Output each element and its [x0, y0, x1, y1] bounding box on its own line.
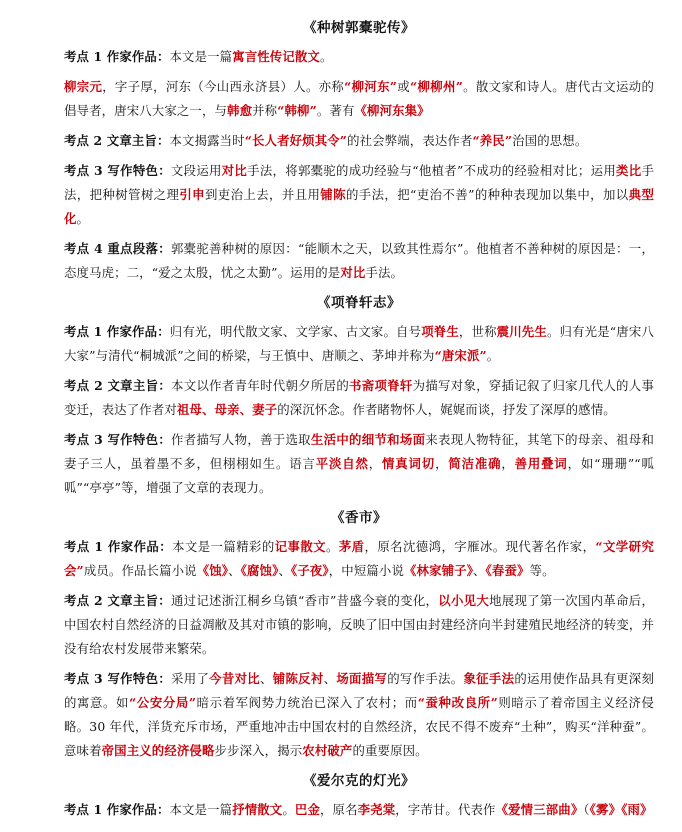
- body-text: 的重要原因。: [352, 743, 428, 758]
- body-text: 归有光，明代散文家、文学家、古文家。自号: [169, 324, 422, 339]
- highlight-text: 《林家铺子》: [404, 563, 474, 578]
- section-title: 《种树郭橐驼传》: [303, 20, 415, 36]
- body-text: 通过记述浙江桐乡乌镇“香市”昔盛今衰的变化，: [170, 593, 439, 608]
- section-title: 《项脊轩志》: [317, 295, 401, 311]
- body-text: 的写作手法。: [387, 671, 464, 686]
- body-text: 。: [486, 348, 500, 363]
- body-text: 。: [282, 802, 295, 817]
- highlight-text: 生活中的细节和场面: [310, 432, 426, 447]
- body-text: ，: [368, 456, 383, 471]
- highlight-text: 典型化: [64, 187, 654, 226]
- paragraph: [64, 798, 654, 822]
- highlight-text: 韩愈: [227, 103, 253, 118]
- paragraph: [64, 129, 654, 153]
- highlight-text: 《雨》: [621, 802, 653, 817]
- highlight-text: 《蚀》: [196, 563, 229, 578]
- point-label: 考点 3 写作特色：: [64, 163, 171, 178]
- highlight-text: 抒情散文: [232, 802, 283, 817]
- paragraph: [64, 667, 654, 763]
- highlight-text: “公安分局”: [129, 695, 197, 710]
- highlight-text: 农村破产: [302, 743, 353, 758]
- highlight-text: 引申: [179, 187, 205, 202]
- highlight-text: 象征手法: [463, 671, 515, 686]
- body-text: 采用了: [171, 671, 210, 686]
- highlight-text: 《腐蚀》: [240, 563, 279, 578]
- section-title: 《香市》: [331, 510, 387, 526]
- point-label: 考点 4 重点段落：: [64, 241, 171, 256]
- point-label: 考点 2 文章主旨：: [64, 133, 170, 148]
- point-label: 考点 2 文章主旨：: [64, 378, 172, 393]
- highlight-text: 类比: [616, 163, 642, 178]
- highlight-text: 简洁准确: [448, 456, 502, 471]
- body-text: 的深沉怀念。作者睹物怀人，娓娓而谈，抒发了深厚的感情。: [277, 402, 616, 417]
- body-text: 、: [323, 671, 337, 686]
- body-text: ，原名沈德鸿，字雁冰。现代著名作家，: [364, 539, 596, 554]
- highlight-text: 茅盾: [338, 539, 365, 554]
- body-text: 文段运用: [170, 163, 222, 178]
- highlight-text: 《爱情三部曲》: [495, 802, 584, 817]
- paragraph: [64, 237, 654, 285]
- highlight-text: “文学研究会”: [64, 539, 654, 578]
- paragraph: [64, 159, 654, 231]
- highlight-text: “唐宋派”: [434, 348, 487, 363]
- body-text: ，字子厚，河东（今山西永济县）人。亦称: [102, 79, 345, 94]
- body-text: 手法，将郭橐驼的成功经验与“他植者”不成功的经验相对比；运用: [247, 163, 617, 178]
- highlight-text: 今昔对比: [209, 671, 261, 686]
- body-text: 手法。: [365, 265, 404, 280]
- body-text: ，: [501, 456, 515, 471]
- point-label: 考点 1 作家作品：: [64, 49, 170, 64]
- body-text: 郭橐驼善种树的原因：“能顺木之天，以致其性焉尔”。他植者不善种树的原因是：一，态度马虎；二，“爱之太殷，忧之太勤”。运用的是: [64, 241, 654, 280]
- highlight-text: “长人者好烦其令”: [244, 133, 348, 148]
- body-text: 或: [397, 79, 411, 94]
- paragraph: [64, 535, 654, 583]
- highlight-text: “蚕种改良所”: [417, 695, 498, 710]
- body-text: 本文揭露当时: [169, 133, 245, 148]
- highlight-text: “柳柳州”: [410, 79, 463, 94]
- highlight-text: “养民”: [472, 133, 513, 148]
- section-title: 《爱尔克的灯光》: [303, 773, 415, 789]
- highlight-text: 《子夜》: [290, 563, 329, 578]
- highlight-text: 平淡自然: [315, 456, 369, 471]
- highlight-text: 书斋项脊轩: [349, 378, 413, 393]
- body-text: ，中短篇小说: [328, 563, 404, 578]
- body-text: 并称: [252, 103, 278, 118]
- body-text: 本文以作者青年时代朝夕所居的: [171, 378, 350, 393]
- section: [64, 16, 654, 285]
- section: [64, 291, 654, 500]
- body-text: 成员。作品长篇小说: [83, 563, 197, 578]
- highlight-text: 李尧棠: [357, 802, 396, 817]
- body-text: 。散文家和诗人。唐代古文运动的倡导者，唐宋八大家之一，与: [64, 79, 654, 118]
- body-text: 、: [473, 563, 486, 578]
- highlight-text: 柳宗元: [64, 79, 103, 94]
- body-text: 到吏治上去，并且用: [204, 187, 321, 202]
- highlight-text: 记事散文: [274, 539, 327, 554]
- body-text: 、: [228, 563, 241, 578]
- body-text: 则暗示了着帝国主义经济侵略。30 年代，洋货充斥市场，严重地冲击中国农村的自然经济，农民不得不废弃“土种”，购买“洋种蚕”。意味着: [64, 695, 654, 758]
- body-text: 为描写对象，穿插记叙了归家几代人的人事变迁，表达了作者对: [64, 378, 655, 417]
- highlight-text: 善用叠词: [514, 456, 568, 471]
- body-text: 、: [260, 671, 273, 686]
- body-text: 。: [319, 49, 333, 64]
- body-text: ，世称: [458, 324, 497, 339]
- point-label: 考点 3 写作特色：: [64, 432, 172, 447]
- body-text: 的运用使作品具有更深刻的寓意。如: [64, 671, 654, 710]
- point-label: 考点 3 写作特色：: [64, 671, 172, 686]
- paragraph: [64, 589, 654, 661]
- highlight-text: “柳河东”: [344, 79, 398, 94]
- body-text: 来表现人物特征，其笔下的母亲、祖母和妻子三人，虽着墨不多，但栩栩如生。语言: [64, 432, 654, 471]
- paragraph: [64, 374, 654, 422]
- highlight-text: 寓言性传记散文: [232, 49, 320, 64]
- point-label: 考点 1 作家作品：: [64, 802, 170, 817]
- body-text: ，字芾甘。代表作: [395, 802, 496, 817]
- body-text: 步步深入，揭示: [214, 743, 303, 758]
- body-text: 作者描写人物，善于选取: [171, 432, 311, 447]
- body-text: 地展现了第一次国内革命后，中国农村自然经济的日益凋敝及其对市镇的影响，反映了旧中国由封建经济向半封建殖民地经济的转变，并没有给农村发展带来繁荣。: [64, 593, 655, 656]
- paragraph: [64, 75, 654, 123]
- body-text: 。归有光是“唐宋八大家”与清代“桐城派”之间的桥梁，与王慎中、唐顺之、茅坤并称为: [64, 324, 654, 363]
- highlight-text: 对比: [221, 163, 248, 178]
- body-text: 。: [76, 211, 90, 226]
- body-text: 、: [278, 563, 291, 578]
- paragraph: [64, 45, 654, 69]
- body-text: ，如“珊珊”“呱呱”“亭亭”等，增强了文章的表现力。: [64, 456, 655, 495]
- highlight-text: 以小见大: [438, 593, 490, 608]
- body-text: 治国的思想。: [512, 133, 588, 148]
- highlight-text: 巴金: [294, 802, 320, 817]
- body-text: 本文是一篇: [169, 49, 233, 64]
- body-text: 。: [326, 539, 339, 554]
- body-text: ，: [435, 456, 449, 471]
- point-label: 考点 1 作家作品：: [64, 324, 170, 339]
- body-text: （: [583, 802, 590, 817]
- paragraph: [64, 320, 654, 368]
- highlight-text: 《雾》: [589, 802, 622, 817]
- highlight-text: 情真词切: [382, 456, 436, 471]
- highlight-text: 场面描写: [336, 671, 388, 686]
- point-label: 考点 1 作家作品：: [64, 539, 173, 554]
- highlight-text: 《春蚕》: [485, 563, 530, 578]
- highlight-text: 帝国主义的经济侵略: [101, 743, 215, 758]
- highlight-text: “韩柳”: [277, 103, 317, 118]
- body-text: 本文是一篇: [169, 802, 233, 817]
- paragraph: [64, 428, 654, 500]
- body-text: 的手法，把“吏治不善”的种种表现加以集中，加以: [345, 187, 629, 202]
- body-text: 暗示着军阀势力统治已深入了农村；而: [196, 695, 418, 710]
- highlight-text: 铺陈: [320, 187, 346, 202]
- highlight-text: 项脊生: [421, 324, 459, 339]
- body-text: 手法，把种树管树之理: [64, 163, 654, 202]
- highlight-text: 震川先生: [496, 324, 547, 339]
- highlight-text: 铺陈反衬: [272, 671, 324, 686]
- highlight-text: 对比: [340, 265, 366, 280]
- body-text: 等。: [529, 563, 555, 578]
- section: [64, 769, 654, 822]
- body-text: 。著有: [316, 103, 355, 118]
- highlight-text: 《柳河东集》: [354, 103, 430, 118]
- body-text: 本文是一篇精彩的: [172, 539, 275, 554]
- body-text: ，原名: [320, 802, 358, 817]
- section: [64, 506, 654, 763]
- point-label: 考点 2 文章主旨：: [64, 593, 171, 608]
- body-text: 的社会弊端，表达作者: [347, 133, 473, 148]
- highlight-text: 祖母、母亲、妻子: [176, 402, 278, 417]
